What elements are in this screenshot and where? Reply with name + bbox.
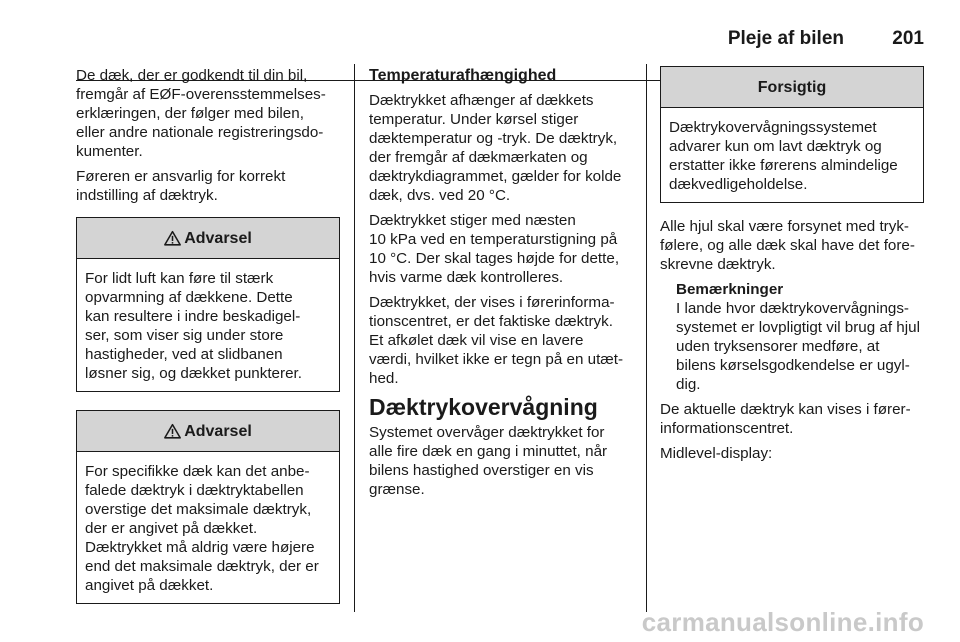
section-heading: Temperaturafhængighed bbox=[369, 67, 557, 84]
text-line: dækvedligeholdelse. bbox=[669, 176, 808, 193]
text-line: Dæktrykovervågningssystemet bbox=[669, 119, 877, 136]
paragraph bbox=[369, 91, 635, 205]
paragraph bbox=[369, 423, 635, 499]
warning-title: Advarsel bbox=[184, 422, 252, 440]
text-line: opvarmning af dækkene. Dette bbox=[85, 289, 293, 306]
text-line: hastigheder, ved at slidbanen bbox=[85, 346, 283, 363]
warning-box-header bbox=[77, 411, 339, 452]
text-line: 10 kPa ved en temperaturstigning på bbox=[369, 231, 618, 248]
text-line: indstilling af dæktryk. bbox=[76, 187, 218, 204]
text-line: følere, og alle dæk skal have det fore- bbox=[660, 237, 915, 254]
text-line: bilens hastighed overstiger en vis bbox=[369, 462, 594, 479]
text-line: Dæktrykket må aldrig være højere bbox=[85, 539, 315, 556]
paragraph bbox=[660, 444, 924, 463]
watermark-text: carmanualsonline.info bbox=[641, 607, 924, 637]
text-line: uden tryksensorer medføre, at bbox=[676, 338, 880, 355]
section-title: Dæktrykovervågning bbox=[369, 394, 598, 420]
text-line: dæktemperatur og -tryk. De dæktryk, bbox=[369, 130, 618, 147]
text-line: kumenter. bbox=[76, 143, 143, 160]
note-text bbox=[676, 299, 924, 394]
text-line: løsner sig, og dækket punkterer. bbox=[85, 365, 302, 382]
text-line: falede dæktryk i dæktryktabellen bbox=[85, 482, 304, 499]
text-line: erklæringen, der følger med bilen, bbox=[76, 105, 304, 122]
text-line: hvis varme dæk kontrolleres. bbox=[369, 269, 564, 286]
text-line: alle fire dæk en gang i minuttet, når bbox=[369, 443, 608, 460]
page-header bbox=[0, 28, 924, 54]
column-1 bbox=[76, 66, 340, 604]
header-title: Pleje af bilen bbox=[727, 28, 844, 49]
column-2 bbox=[369, 66, 635, 505]
paragraph bbox=[660, 217, 924, 274]
text-line: temperatur. Under kørsel stiger bbox=[369, 111, 579, 128]
paragraph bbox=[369, 211, 635, 287]
warning-text bbox=[77, 452, 339, 603]
text-line: erstatter ikke førerens almindelige bbox=[669, 157, 898, 174]
warning-icon bbox=[164, 230, 181, 246]
warning-title: Advarsel bbox=[184, 229, 252, 247]
caution-box bbox=[660, 66, 924, 203]
caution-box-header bbox=[661, 67, 923, 108]
text-line: dig. bbox=[676, 376, 701, 393]
caution-title: Forsigtig bbox=[757, 78, 827, 96]
text-line: De aktuelle dæktryk kan vises i fører- bbox=[660, 401, 911, 418]
text-line: Dæktrykket afhænger af dækkets bbox=[369, 92, 594, 109]
column-divider bbox=[354, 64, 355, 612]
text-line: De dæk, der er godkendt til din bil, bbox=[76, 67, 308, 84]
text-line: Et afkølet dæk vil vise en lavere bbox=[369, 332, 584, 349]
text-line: værdi, hvilket ikke er tegn på en utæt- bbox=[369, 351, 624, 368]
text-line: angivet på dækket. bbox=[85, 577, 214, 594]
paragraph bbox=[76, 66, 340, 161]
text-line: dæk, dvs. ved 20 °C. bbox=[369, 187, 511, 204]
text-line: Systemet overvåger dæktrykket for bbox=[369, 424, 605, 441]
text-line: I lande hvor dæktrykovervågnings- bbox=[676, 300, 909, 317]
warning-box-header bbox=[77, 218, 339, 259]
text-line: end det maksimale dæktryk, der er bbox=[85, 558, 319, 575]
warning-box bbox=[76, 217, 340, 392]
text-line: fremgår af EØF-overensstemmelses- bbox=[76, 86, 326, 103]
text-line: grænse. bbox=[369, 481, 425, 498]
paragraph bbox=[369, 293, 635, 388]
text-line: der fremgår af dækmærkaten og bbox=[369, 149, 588, 166]
page-number: 201 bbox=[892, 28, 924, 49]
text-line: kan resultere i indre beskadigel- bbox=[85, 308, 301, 325]
text-line: Dæktrykket stiger med næsten bbox=[369, 212, 576, 229]
column-3 bbox=[660, 66, 924, 469]
text-line: Dæktrykket, der vises i førerinforma- bbox=[369, 294, 615, 311]
paragraph bbox=[660, 400, 924, 438]
note-block bbox=[676, 280, 924, 394]
warning-box bbox=[76, 410, 340, 604]
text-line: skrevne dæktryk. bbox=[660, 256, 776, 273]
text-line: For lidt luft kan føre til stærk bbox=[85, 270, 274, 287]
text-line: systemet er lovpligtigt vil brug af hjul bbox=[676, 319, 920, 336]
text-line: For specifikke dæk kan det anbe- bbox=[85, 463, 310, 480]
text-line: advarer kun om lavt dæktryk og bbox=[669, 138, 882, 155]
text-line: der er angivet på dækket. bbox=[85, 520, 258, 537]
text-line: eller andre nationale registreringsdo- bbox=[76, 124, 324, 141]
column-divider bbox=[646, 64, 647, 612]
text-line: dæktrykdiagrammet, gælder for kolde bbox=[369, 168, 622, 185]
caution-text bbox=[661, 108, 923, 202]
text-line: tionscentret, er det faktiske dæktryk. bbox=[369, 313, 613, 330]
text-line: Føreren er ansvarlig for korrekt bbox=[76, 168, 286, 185]
text-line: Midlevel-display: bbox=[660, 445, 773, 462]
text-line: Alle hjul skal være forsynet med tryk- bbox=[660, 218, 909, 235]
note-title: Bemærkninger bbox=[676, 281, 784, 298]
text-line: 10 °C. Der skal tages højde for dette, bbox=[369, 250, 620, 267]
warning-text bbox=[77, 259, 339, 391]
text-line: overstige det maksimale dæktryk, bbox=[85, 501, 312, 518]
warning-icon bbox=[164, 423, 181, 439]
text-line: informationscentret. bbox=[660, 420, 794, 437]
text-line: ser, som viser sig under store bbox=[85, 327, 284, 344]
text-line: hed. bbox=[369, 370, 399, 387]
text-line: bilens kørselsgodkendelse er ugyl- bbox=[676, 357, 910, 374]
paragraph bbox=[76, 167, 340, 205]
